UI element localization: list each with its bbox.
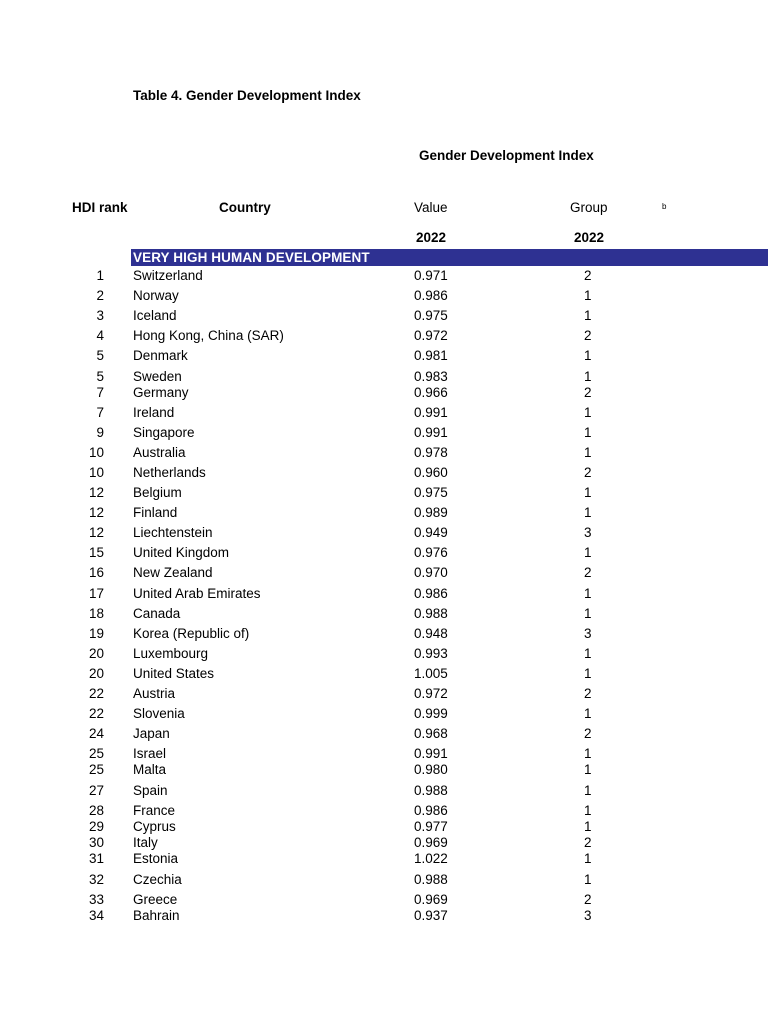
country-cell: Israel	[133, 746, 167, 761]
table-row	[0, 762, 768, 778]
rank-cell: 33	[88, 892, 104, 907]
table-row	[0, 626, 768, 642]
table-row	[0, 835, 768, 851]
value-cell: 0.980	[414, 762, 448, 777]
table-row	[0, 545, 768, 561]
group-cell: 1	[584, 405, 592, 420]
country-cell: Czechia	[133, 872, 182, 887]
group-cell: 1	[584, 308, 592, 323]
country-cell: Spain	[133, 783, 168, 798]
group-cell: 1	[584, 746, 592, 761]
rank-cell: 12	[88, 525, 104, 540]
rank-cell: 18	[88, 606, 104, 621]
table-row	[0, 803, 768, 819]
group-cell: 1	[584, 819, 592, 834]
group-cell: 1	[584, 666, 592, 681]
value-cell: 0.999	[414, 706, 448, 721]
rank-cell: 5	[96, 369, 104, 384]
value-cell: 0.988	[414, 872, 448, 887]
group-cell: 1	[584, 586, 592, 601]
rank-cell: 12	[88, 505, 104, 520]
group-cell: 1	[584, 348, 592, 363]
rank-cell: 7	[96, 385, 104, 400]
group-cell: 2	[584, 268, 592, 283]
value-cell: 1.005	[414, 666, 448, 681]
group-cell: 3	[584, 525, 592, 540]
rank-cell: 25	[88, 746, 104, 761]
table-row	[0, 288, 768, 304]
country-cell: Cyprus	[133, 819, 176, 834]
country-cell: Sweden	[133, 369, 182, 384]
group-cell: 1	[584, 545, 592, 560]
rank-cell: 29	[88, 819, 104, 834]
table-row	[0, 746, 768, 762]
value-cell: 0.969	[414, 835, 448, 850]
table-row	[0, 385, 768, 401]
value-cell: 0.986	[414, 803, 448, 818]
country-cell: France	[133, 803, 176, 818]
country-cell: United Arab Emirates	[133, 586, 261, 601]
group-cell: 1	[584, 803, 592, 818]
country-cell: Denmark	[133, 348, 188, 363]
table-row	[0, 565, 768, 581]
rank-cell: 20	[88, 646, 104, 661]
rank-cell: 10	[88, 445, 104, 460]
group-cell: 1	[584, 646, 592, 661]
group-cell: 2	[584, 726, 592, 741]
value-cell: 0.968	[414, 726, 448, 741]
rank-cell: 12	[88, 485, 104, 500]
rank-cell: 19	[88, 626, 104, 641]
rank-cell: 15	[88, 545, 104, 560]
country-cell: Italy	[133, 835, 158, 850]
table-row	[0, 686, 768, 702]
table-row	[0, 586, 768, 602]
rank-cell: 4	[96, 328, 104, 343]
country-cell: Australia	[133, 445, 186, 460]
section-label: VERY HIGH HUMAN DEVELOPMENT	[133, 250, 370, 265]
table-row	[0, 425, 768, 441]
rank-cell: 5	[96, 348, 104, 363]
group-cell: 1	[584, 485, 592, 500]
group-cell: 3	[584, 626, 592, 641]
country-cell: Ireland	[133, 405, 175, 420]
country-cell: Switzerland	[133, 268, 203, 283]
group-cell: 1	[584, 369, 592, 384]
rank-cell: 32	[88, 872, 104, 887]
value-cell: 0.948	[414, 626, 448, 641]
group-cell: 1	[584, 872, 592, 887]
table-row	[0, 405, 768, 421]
value-cell: 0.949	[414, 525, 448, 540]
country-cell: Luxembourg	[133, 646, 209, 661]
country-cell: Greece	[133, 892, 178, 907]
country-cell: Malta	[133, 762, 167, 777]
group-cell: 1	[584, 425, 592, 440]
country-cell: Slovenia	[133, 706, 185, 721]
country-cell: Estonia	[133, 851, 179, 866]
value-cell: 0.988	[414, 606, 448, 621]
country-cell: New Zealand	[133, 565, 213, 580]
value-cell: 0.978	[414, 445, 448, 460]
table-row	[0, 606, 768, 622]
table-row	[0, 328, 768, 344]
rank-cell: 16	[88, 565, 104, 580]
country-cell: Canada	[133, 606, 181, 621]
value-cell: 0.970	[414, 565, 448, 580]
table-row	[0, 783, 768, 799]
group-cell: 1	[584, 851, 592, 866]
value-cell: 0.977	[414, 819, 448, 834]
group-cell: 2	[584, 328, 592, 343]
table-row	[0, 308, 768, 324]
rank-cell: 10	[88, 465, 104, 480]
country-cell: Germany	[133, 385, 189, 400]
group-cell: 1	[584, 445, 592, 460]
rank-cell: 30	[88, 835, 104, 850]
value-cell: 0.975	[414, 308, 448, 323]
table-title: Table 4. Gender Development Index	[133, 88, 361, 103]
value-cell: 0.991	[414, 405, 448, 420]
rank-cell: 28	[88, 803, 104, 818]
table-row	[0, 465, 768, 481]
table-row	[0, 268, 768, 284]
table-row	[0, 505, 768, 521]
rank-cell: 17	[88, 586, 104, 601]
column-header-value: Value	[414, 200, 448, 215]
table-row	[0, 525, 768, 541]
column-header-country: Country	[219, 200, 271, 215]
group-cell: 2	[584, 465, 592, 480]
country-cell: Finland	[133, 505, 178, 520]
group-cell: 1	[584, 606, 592, 621]
value-cell: 0.966	[414, 385, 448, 400]
value-cell: 0.986	[414, 586, 448, 601]
rank-cell: 1	[96, 268, 104, 283]
rank-cell: 7	[96, 405, 104, 420]
country-cell: Austria	[133, 686, 176, 701]
table-row	[0, 369, 768, 385]
group-cell: 1	[584, 762, 592, 777]
value-cell: 0.981	[414, 348, 448, 363]
value-cell: 0.991	[414, 746, 448, 761]
table-row	[0, 348, 768, 364]
table-row	[0, 892, 768, 908]
footnote-marker: b	[662, 202, 667, 211]
rank-cell: 22	[88, 686, 104, 701]
group-cell: 1	[584, 288, 592, 303]
country-cell: Bahrain	[133, 908, 180, 923]
country-cell: Liechtenstein	[133, 525, 213, 540]
value-cell: 0.986	[414, 288, 448, 303]
value-cell: 0.969	[414, 892, 448, 907]
rank-cell: 2	[96, 288, 104, 303]
country-cell: Belgium	[133, 485, 182, 500]
rank-cell: 31	[88, 851, 104, 866]
section-band	[131, 249, 768, 266]
value-cell: 0.989	[414, 505, 448, 520]
table-row	[0, 872, 768, 888]
group-cell: 2	[584, 892, 592, 907]
value-cell: 0.960	[414, 465, 448, 480]
table-row	[0, 726, 768, 742]
table-row	[0, 666, 768, 682]
group-cell: 2	[584, 565, 592, 580]
column-header-rank: HDI rank	[72, 200, 128, 215]
value-cell: 0.993	[414, 646, 448, 661]
value-cell: 0.988	[414, 783, 448, 798]
country-cell: United States	[133, 666, 215, 681]
column-header-group: Group	[570, 200, 608, 215]
country-cell: Hong Kong, China (SAR)	[133, 328, 284, 343]
country-cell: Japan	[133, 726, 170, 741]
country-cell: Netherlands	[133, 465, 206, 480]
group-cell: 2	[584, 835, 592, 850]
table-row	[0, 706, 768, 722]
rank-cell: 9	[96, 425, 104, 440]
rank-cell: 27	[88, 783, 104, 798]
country-cell: United Kingdom	[133, 545, 230, 560]
table-row	[0, 908, 768, 924]
year-group-header: 2022	[574, 230, 605, 245]
value-cell: 0.972	[414, 328, 448, 343]
group-cell: 2	[584, 686, 592, 701]
table-row	[0, 819, 768, 835]
index-header: Gender Development Index	[419, 148, 594, 163]
rank-cell: 34	[88, 908, 104, 923]
country-cell: Korea (Republic of)	[133, 626, 250, 641]
rank-cell: 20	[88, 666, 104, 681]
rank-cell: 3	[96, 308, 104, 323]
table-row	[0, 485, 768, 501]
group-cell: 3	[584, 908, 592, 923]
value-cell: 0.991	[414, 425, 448, 440]
value-cell: 0.975	[414, 485, 448, 500]
table-row	[0, 646, 768, 662]
group-cell: 2	[584, 385, 592, 400]
rank-cell: 22	[88, 706, 104, 721]
rank-cell: 24	[88, 726, 104, 741]
country-cell: Singapore	[133, 425, 195, 440]
value-cell: 0.971	[414, 268, 448, 283]
group-cell: 1	[584, 783, 592, 798]
value-cell: 1.022	[414, 851, 448, 866]
table-row	[0, 851, 768, 867]
value-cell: 0.976	[414, 545, 448, 560]
rank-cell: 25	[88, 762, 104, 777]
group-cell: 1	[584, 706, 592, 721]
value-cell: 0.937	[414, 908, 448, 923]
value-cell: 0.983	[414, 369, 448, 384]
table-row	[0, 445, 768, 461]
country-cell: Norway	[133, 288, 179, 303]
country-cell: Iceland	[133, 308, 177, 323]
year-value-header: 2022	[416, 230, 447, 245]
value-cell: 0.972	[414, 686, 448, 701]
group-cell: 1	[584, 505, 592, 520]
